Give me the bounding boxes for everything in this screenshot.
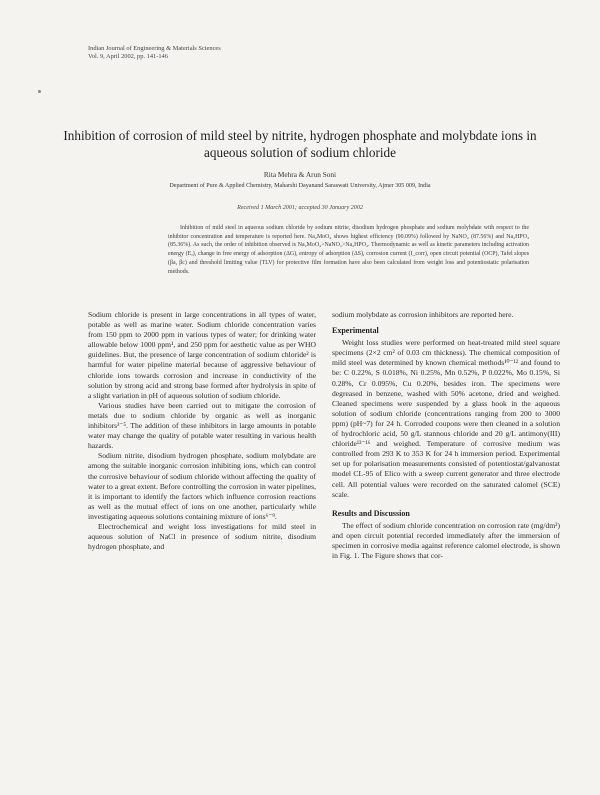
abstract-text: Inhibition of mild steel in aqueous sodium chloride by sodium nitrite, disodium hydrogen phosphate and sodium molybdate with respect to the inhibitor concentration and temperature is reported here. Na₂MoO₄ shows highest efficiency (90.09%) followed by NaNO₂ (87.56%) and Na₂HPO₄ (85.36%). As such, the order of inhibition observed is Na₂MoO₄>NaNO₂>Na₂HPO₄. Thermodynamic as well as kinetic parameters including activation energy (Eₐ), change in free energy of adsorption (ΔG), entropy of adsorption (ΔS), corrosion current (I_corr), open circuit potential (OCP), Tafel slopes (βa, βc) and threshold limiting value (TLV) for protective film formation have also been calculated from weight loss and potentiostatic polarisation methods. [168,225,529,275]
abstract [168,224,529,276]
paragraph: Sodium chloride is present in large concentrations in all types of water, potable as well as marine water. Sodium chloride concentration varies from 150 ppm to 2000 ppm in various types of water; for drinking water allowable below 1000 ppm¹, and 250 ppm for aesthetic value as per WHO guidelines. But, the presence of large concentration of sodium chloride² is harmful for water pipeline material because of aggressive behaviour of chloride ions towards corrosion and increase in conductivity of the solution by strong acid and strong base formed after hydrolysis in spite of a slight variation in pH of aqueous solution of sodium chloride. [88,310,316,400]
journal-name: Indian Journal of Engineering & Materials Sciences [88,45,221,52]
right-column [332,310,560,561]
paragraph: Various studies have been carried out to mitigate the corrosion of metals due to sodium chloride by organic as well as inorganic inhibitors³⁻⁵. The addition of these inhibitors in large amounts in potable water may change the quality of potable water resulting in various health hazards. [88,400,316,451]
section-heading-experimental: Experimental [332,326,379,336]
section-heading-results: Results and Discussion [332,508,410,518]
paragraph: Weight loss studies were performed on heat-treated mild steel square specimens (2×2 cm² of 0.03 cm thickness). The chemical composition of mild steel was determined by known chemical methods¹⁰⁻¹² and found to be: C 0.22%, S 0.018%, Ni 0.25%, Mn 0.52%, P 0.022%, Mo 0.15%, Si 0.28%, Cr 0.095%, Cu 0.20%, besides iron. The specimens were degreased in benzene, washed with 50% acetone, dried and weighed. Cleaned specimens were suspended by a glass hook in the aqueous solution of sodium chloride (concentrations ranging from 200 to 3000 ppm) (pH~7) for 24 h. Corroded coupons were then cleaned in a solution of hydrochloric acid, 50 g/L stannous chloride and 20 g/L antimony(III) chloride¹³⁻¹⁶ and weighed. Temperature of corrosive medium was controlled from 293 K to 353 K for 24 h immersion period. Experimental set up for polarisation measurements consisted of potentiostat/galvanostat model CL-95 of Elico with a sweep current generator and three electrode cell. All potential values were recorded on the saturated calomel (SCE) scale. [332,338,560,499]
article-title: Inhibition of corrosion of mild steel by nitrite, hydrogen phosphate and molybdate ions in aqueous solution of sodium chloride [63,128,537,160]
journal-header [88,45,221,62]
article-received-date: Received 1 March 2001; accepted 30 January 2002 [237,205,363,211]
paragraph: sodium molybdate as corrosion inhibitors are reported here. [332,310,514,319]
paragraph: Electrochemical and weight loss investigations for mild steel in aqueous solution of NaCl in presence of sodium nitrite, disodium hydrogen phosphate, and [88,521,316,552]
paragraph: Sodium nitrite, disodium hydrogen phosphate, sodium molybdate are among the suitable inorganic corrosion inhibiting ions, which can control the corrosive behaviour of sodium chloride without affecting the quality of water to a great extent. Before controlling the corrosion in water pipelines, it is important to identify the factors which influence corrosion reactions as well as the mutual effect of ions on one another, particularly while investigating aqueous solutions containing mixture of ions⁶⁻⁹. [88,451,316,521]
article-authors: Rita Mehra & Arun Soni [263,170,337,179]
paragraph: The effect of sodium chloride concentration on corrosion rate (mg/dm²) and open circuit potential recorded immediately after the immersion of specimen in corrosive media against reference calomel electrode, is shown in Fig. 1. The Figure shows that cor- [332,520,560,561]
left-column [88,310,316,552]
journal-volume: Vol. 9, April 2002, pp. 141-146 [88,53,168,61]
article-affiliation: Department of Pure & Applied Chemistry, Maharshi Dayanand Saraswati University, Ajmer 305 009, India [169,183,431,189]
scan-speck [38,90,41,93]
